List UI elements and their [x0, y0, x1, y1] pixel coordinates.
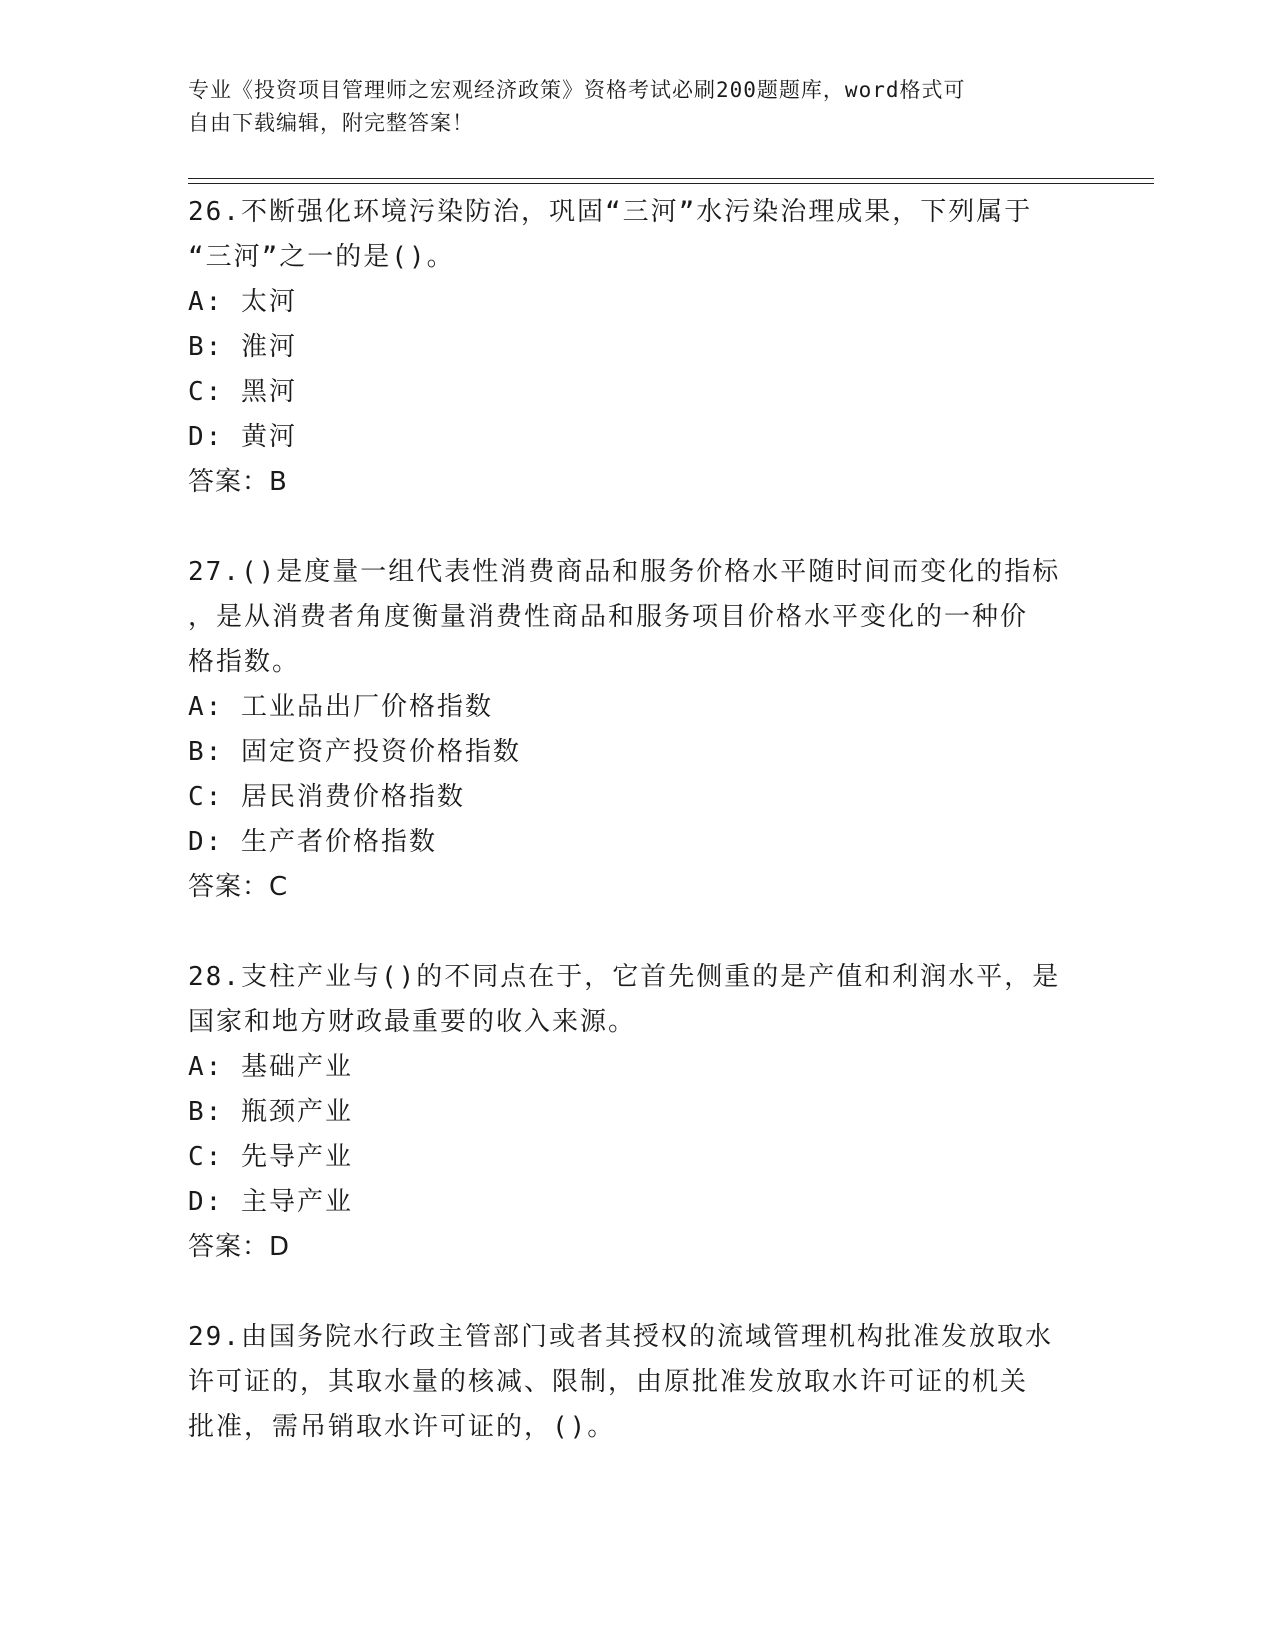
option-a: A: 太河 — [188, 287, 297, 317]
document-header — [188, 74, 1088, 140]
question-29 — [188, 1315, 1088, 1450]
header-divider-top — [188, 178, 1154, 179]
question-line: 许可证的，其取水量的核减、限制，由原批准发放取水许可证的机关 — [188, 1367, 1029, 1397]
option-c: C: 居民消费价格指数 — [188, 782, 465, 812]
question-line: 29.由国务院水行政主管部门或者其授权的流域管理机构批准发放取水 — [188, 1322, 1053, 1352]
question-line: 26.不断强化环境污染防治，巩固“三河”水污染治理成果，下列属于 — [188, 197, 1033, 227]
question-27 — [188, 550, 1088, 910]
question-26 — [188, 190, 1088, 505]
question-text — [188, 955, 1088, 1045]
header-line-2: 自由下载编辑，附完整答案！ — [188, 111, 474, 135]
question-line: 国家和地方财政最重要的收入来源。 — [188, 1007, 637, 1037]
header-line-1: 专业《投资项目管理师之宏观经济政策》资格考试必刷200题题库，word格式可 — [188, 78, 966, 102]
option-d: D: 主导产业 — [188, 1187, 353, 1217]
answer-line: 答案：D — [188, 1232, 291, 1262]
question-line: 27.()是度量一组代表性消费商品和服务价格水平随时间而变化的指标 — [188, 557, 1061, 587]
answer-line: 答案：C — [188, 872, 289, 902]
header-divider-bottom — [188, 183, 1154, 184]
question-line: ，是从消费者角度衡量消费性商品和服务项目价格水平变化的一种价 — [188, 602, 1029, 632]
option-b: B: 固定资产投资价格指数 — [188, 737, 521, 767]
option-c: C: 先导产业 — [188, 1142, 353, 1172]
answer-line: 答案：B — [188, 467, 288, 497]
question-line: “三河”之一的是()。 — [188, 242, 455, 272]
question-28 — [188, 955, 1088, 1270]
option-d: D: 黄河 — [188, 422, 297, 452]
question-line: 批准，需吊销取水许可证的，()。 — [188, 1412, 616, 1442]
question-line: 28.支柱产业与()的不同点在于，它首先侧重的是产值和利润水平，是 — [188, 962, 1061, 992]
option-d: D: 生产者价格指数 — [188, 827, 437, 857]
question-line: 格指数。 — [188, 647, 301, 677]
option-b: B: 淮河 — [188, 332, 297, 362]
question-list — [188, 190, 1088, 1495]
option-b: B: 瓶颈产业 — [188, 1097, 353, 1127]
question-text — [188, 1315, 1088, 1450]
option-c: C: 黑河 — [188, 377, 297, 407]
question-text — [188, 190, 1088, 280]
option-a: A: 工业品出厂价格指数 — [188, 692, 493, 722]
question-text — [188, 550, 1088, 685]
option-a: A: 基础产业 — [188, 1052, 353, 1082]
